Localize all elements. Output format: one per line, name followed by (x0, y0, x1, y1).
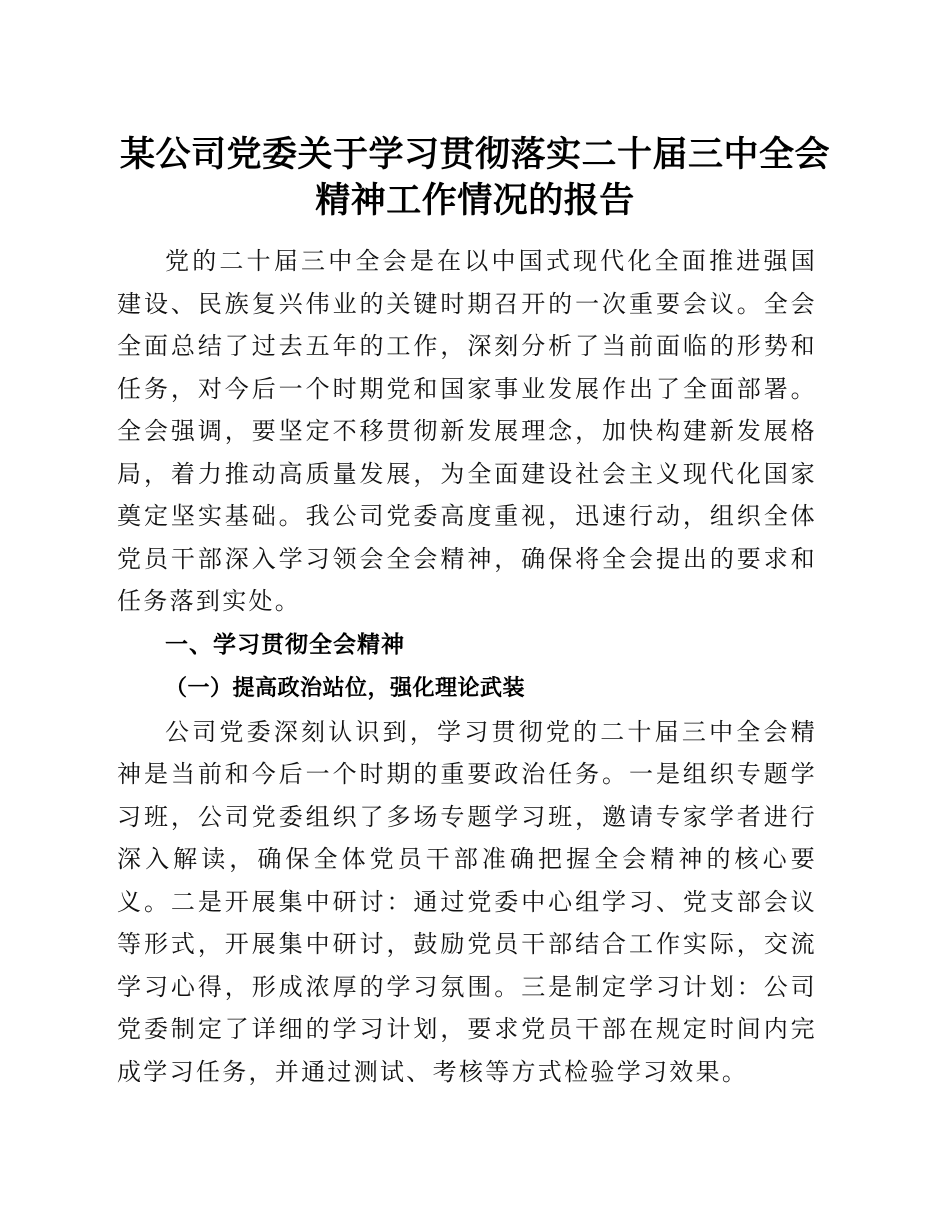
subsection-paragraph: 公司党委深刻认识到，学习贯彻党的二十届三中全会精神是当前和今后一个时期的重要政治任务。一是组织专题学习班，公司党委组织了多场专题学习班，邀请专家学者进行深入解读，确保全体党员干部准确把握全会精神的核心要义。二是开展集中研讨：通过党委中心组学习、党支部会议等形式，开展集中研讨，鼓励党员干部结合工作实际，交流学习心得，形成浓厚的学习氛围。三是制定学习计划：公司党委制定了详细的学习计划，要求党员干部在规定时间内完成学习任务，并通过测试、考核等方式检验学习效果。 (117, 717, 817, 1086)
document-title (100, 132, 850, 224)
intro-paragraph: 党的二十届三中全会是在以中国式现代化全面推进强国建设、民族复兴伟业的关键时期召开的一次重要会议。全会全面总结了过去五年的工作，深刻分析了当前面临的形势和任务，对今后一个时期党和国家事业发展作出了全面部署。全会强调，要坚定不移贯彻新发展理念，加快构建新发展格局，着力推动高质量发展，为全面建设社会主义现代化国家奠定坚实基础。我公司党委高度重视，迅速行动，组织全体党员干部深入学习领会全会精神，确保将全会提出的要求和任务落到实处。 (117, 247, 817, 615)
document-body (117, 240, 817, 1093)
section-heading: 一、学习贯彻全会精神 (165, 631, 405, 658)
title-line-1: 某公司党委关于学习贯彻落实二十届三中全会 (119, 134, 830, 175)
subsection-heading: （一）提高政治站位，强化理论武装 (165, 675, 526, 701)
title-line-2: 精神工作情况的报告 (315, 180, 635, 221)
